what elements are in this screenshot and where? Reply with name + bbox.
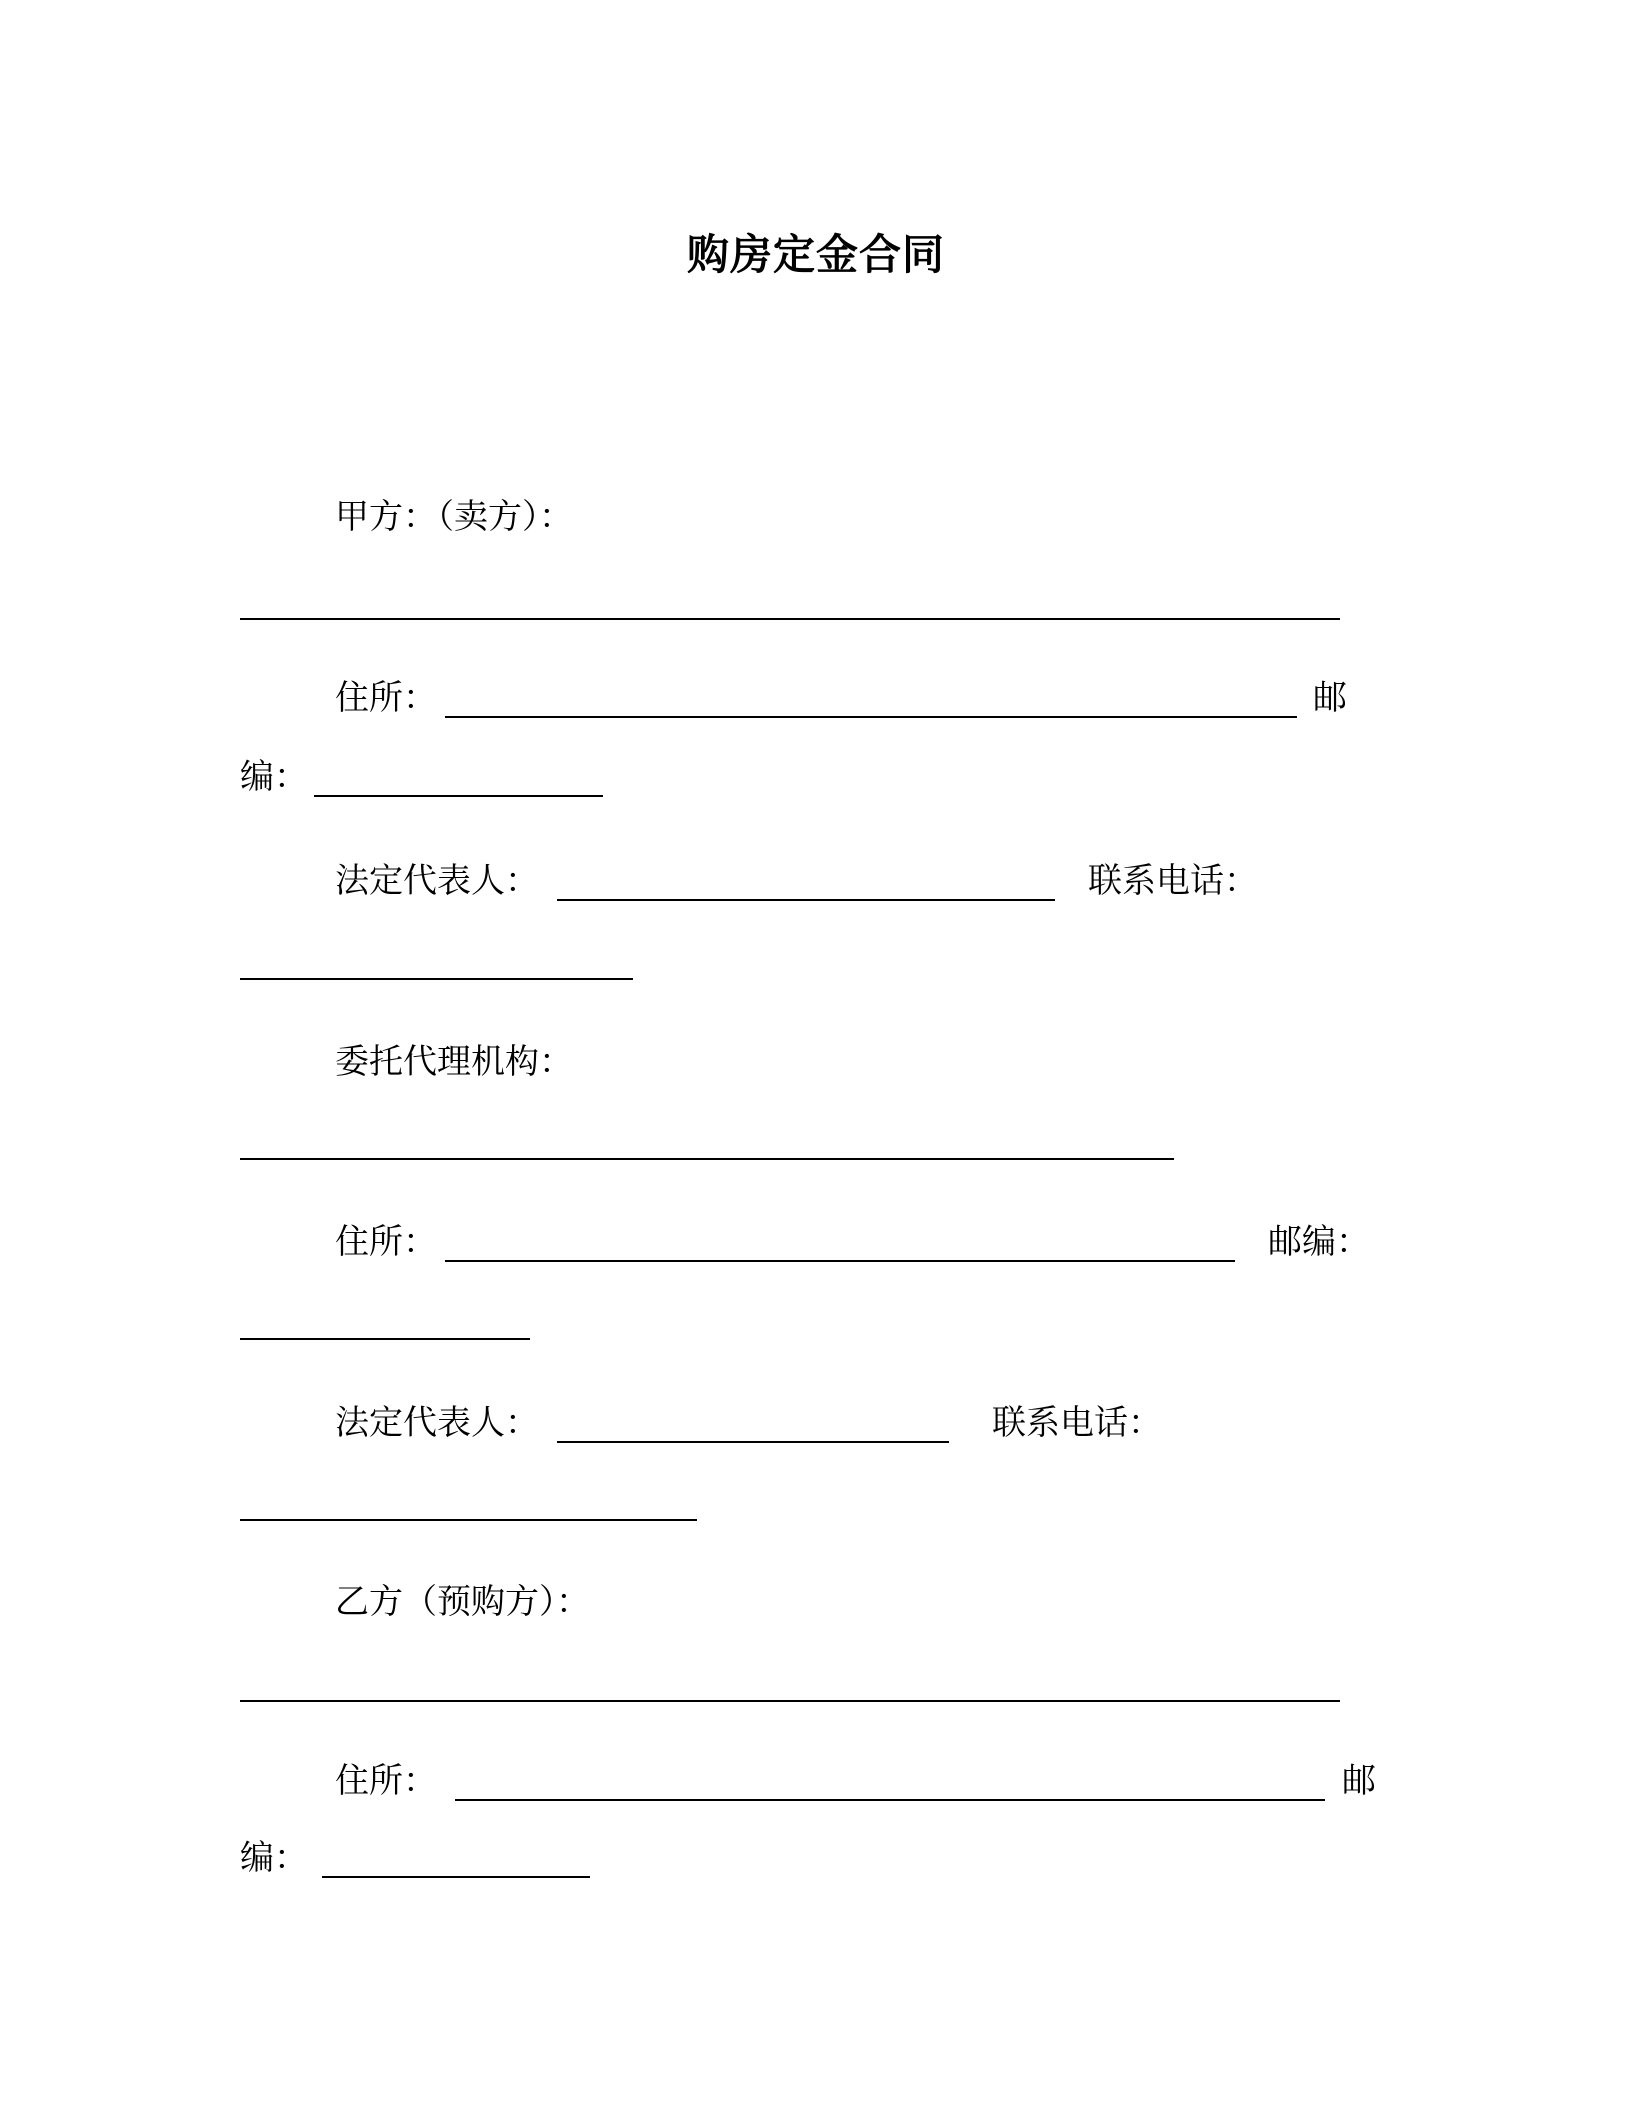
postcode-blank-3[interactable]: [322, 1876, 590, 1878]
party-a-label: 甲方：（卖方）：: [335, 497, 573, 537]
postcode-blank-2[interactable]: [240, 1338, 530, 1340]
address-blank-1[interactable]: [445, 716, 1297, 718]
address-blank-3[interactable]: [455, 1799, 1325, 1801]
phone-blank-2[interactable]: [240, 1519, 697, 1521]
party-b-blank[interactable]: [240, 1700, 1340, 1702]
phone-label-2: 联系电话：: [992, 1403, 1162, 1443]
postcode-tail-1: 邮: [1313, 678, 1347, 718]
address-label-3: 住所：: [335, 1761, 437, 1801]
legal-rep-label-1: 法定代表人：: [335, 861, 539, 901]
party-a-blank[interactable]: [240, 618, 1340, 620]
address-blank-2[interactable]: [445, 1260, 1235, 1262]
address-label-1: 住所：: [335, 678, 437, 718]
agency-label: 委托代理机构：: [335, 1042, 573, 1082]
legal-rep-blank-2[interactable]: [557, 1441, 949, 1443]
document-title: 购房定金合同: [686, 230, 945, 279]
address-label-2: 住所：: [335, 1222, 437, 1262]
legal-rep-label-2: 法定代表人：: [335, 1403, 539, 1443]
postcode-head-3: 编：: [240, 1838, 308, 1878]
agency-blank[interactable]: [240, 1158, 1174, 1160]
party-b-label: 乙方（预购方）：: [335, 1582, 590, 1622]
postcode-tail-3: 邮: [1342, 1761, 1376, 1801]
phone-blank-1[interactable]: [240, 978, 633, 980]
postcode-head-1: 编：: [240, 757, 308, 797]
legal-rep-blank-1[interactable]: [557, 899, 1055, 901]
phone-label-1: 联系电话：: [1088, 861, 1258, 901]
postcode-blank-1[interactable]: [314, 795, 603, 797]
postcode-label-2: 邮编：: [1268, 1222, 1370, 1262]
